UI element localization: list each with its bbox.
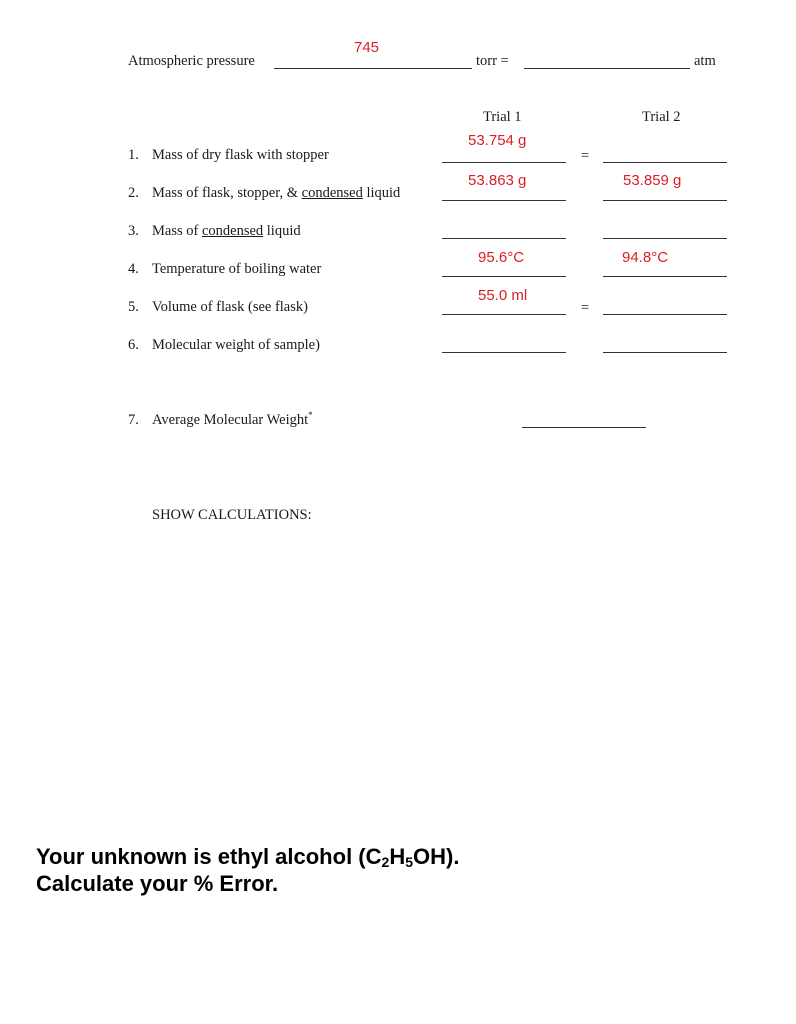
row-4-trial2-line bbox=[603, 276, 727, 277]
row-2-trial1-line bbox=[442, 200, 566, 201]
row-4-trial2-value[interactable]: 94.8°C bbox=[622, 249, 669, 266]
row-7-label: Average Molecular Weight* bbox=[152, 410, 313, 428]
row-4-trial1-line bbox=[442, 276, 566, 277]
row-2-number: 2. bbox=[128, 185, 139, 201]
row-3-label: Mass of condensed liquid bbox=[152, 223, 301, 239]
asterisk-marker: * bbox=[308, 410, 313, 420]
row-5-trial2-line[interactable] bbox=[603, 314, 727, 315]
row-1-number: 1. bbox=[128, 147, 139, 163]
row-5-equals: = bbox=[581, 300, 590, 316]
row-1-trial1-line bbox=[442, 162, 566, 163]
row-3-trial2-line[interactable] bbox=[603, 238, 727, 239]
row-3-trial1-line[interactable] bbox=[442, 238, 566, 239]
row-5-trial1-value[interactable]: 55.0 ml bbox=[478, 287, 528, 304]
row-6-trial1-line[interactable] bbox=[442, 352, 566, 353]
row-1-trial1-value[interactable]: 53.754 g bbox=[468, 132, 527, 149]
row-5-trial1-line bbox=[442, 314, 566, 315]
atm-value-line[interactable] bbox=[524, 68, 690, 69]
atmospheric-pressure-value[interactable]: 745 bbox=[354, 39, 380, 56]
row-7-number: 7. bbox=[128, 412, 139, 428]
show-calculations-heading: SHOW CALCULATIONS: bbox=[152, 507, 312, 523]
atmospheric-pressure-label: Atmospheric pressure bbox=[128, 53, 255, 69]
trial2-header: Trial 2 bbox=[642, 109, 681, 125]
row-6-number: 6. bbox=[128, 337, 139, 353]
row-1-equals: = bbox=[581, 148, 590, 164]
row-5-number: 5. bbox=[128, 299, 139, 315]
row-2-label: Mass of flask, stopper, & condensed liquid bbox=[152, 185, 401, 201]
row-3-number: 3. bbox=[128, 223, 139, 239]
row-1-label: Mass of dry flask with stopper bbox=[152, 147, 329, 163]
unknown-statement: Your unknown is ethyl alcohol $(C_2H_5OH)$. bbox=[36, 844, 460, 870]
row-5-label: Volume of flask (see flask) bbox=[152, 299, 308, 315]
row-1-trial2-line[interactable] bbox=[603, 162, 727, 163]
row-2-trial2-value[interactable]: 53.859 g bbox=[623, 172, 682, 189]
row-6-trial2-line[interactable] bbox=[603, 352, 727, 353]
row-6-label: Molecular weight of sample) bbox=[152, 337, 320, 353]
atmospheric-pressure-line bbox=[274, 68, 472, 69]
torr-label: torr = bbox=[476, 53, 509, 69]
trial1-header: Trial 1 bbox=[483, 109, 522, 125]
row-2-trial2-line bbox=[603, 200, 727, 201]
row-4-label: Temperature of boiling water bbox=[152, 261, 322, 277]
row-7-average-line[interactable] bbox=[522, 427, 646, 428]
row-4-trial1-value[interactable]: 95.6°C bbox=[478, 249, 525, 266]
row-2-trial1-value[interactable]: 53.863 g bbox=[468, 172, 527, 189]
percent-error-instruction: Calculate your % Error. bbox=[36, 871, 279, 896]
atm-label: atm bbox=[694, 53, 716, 69]
row-4-number: 4. bbox=[128, 261, 139, 277]
